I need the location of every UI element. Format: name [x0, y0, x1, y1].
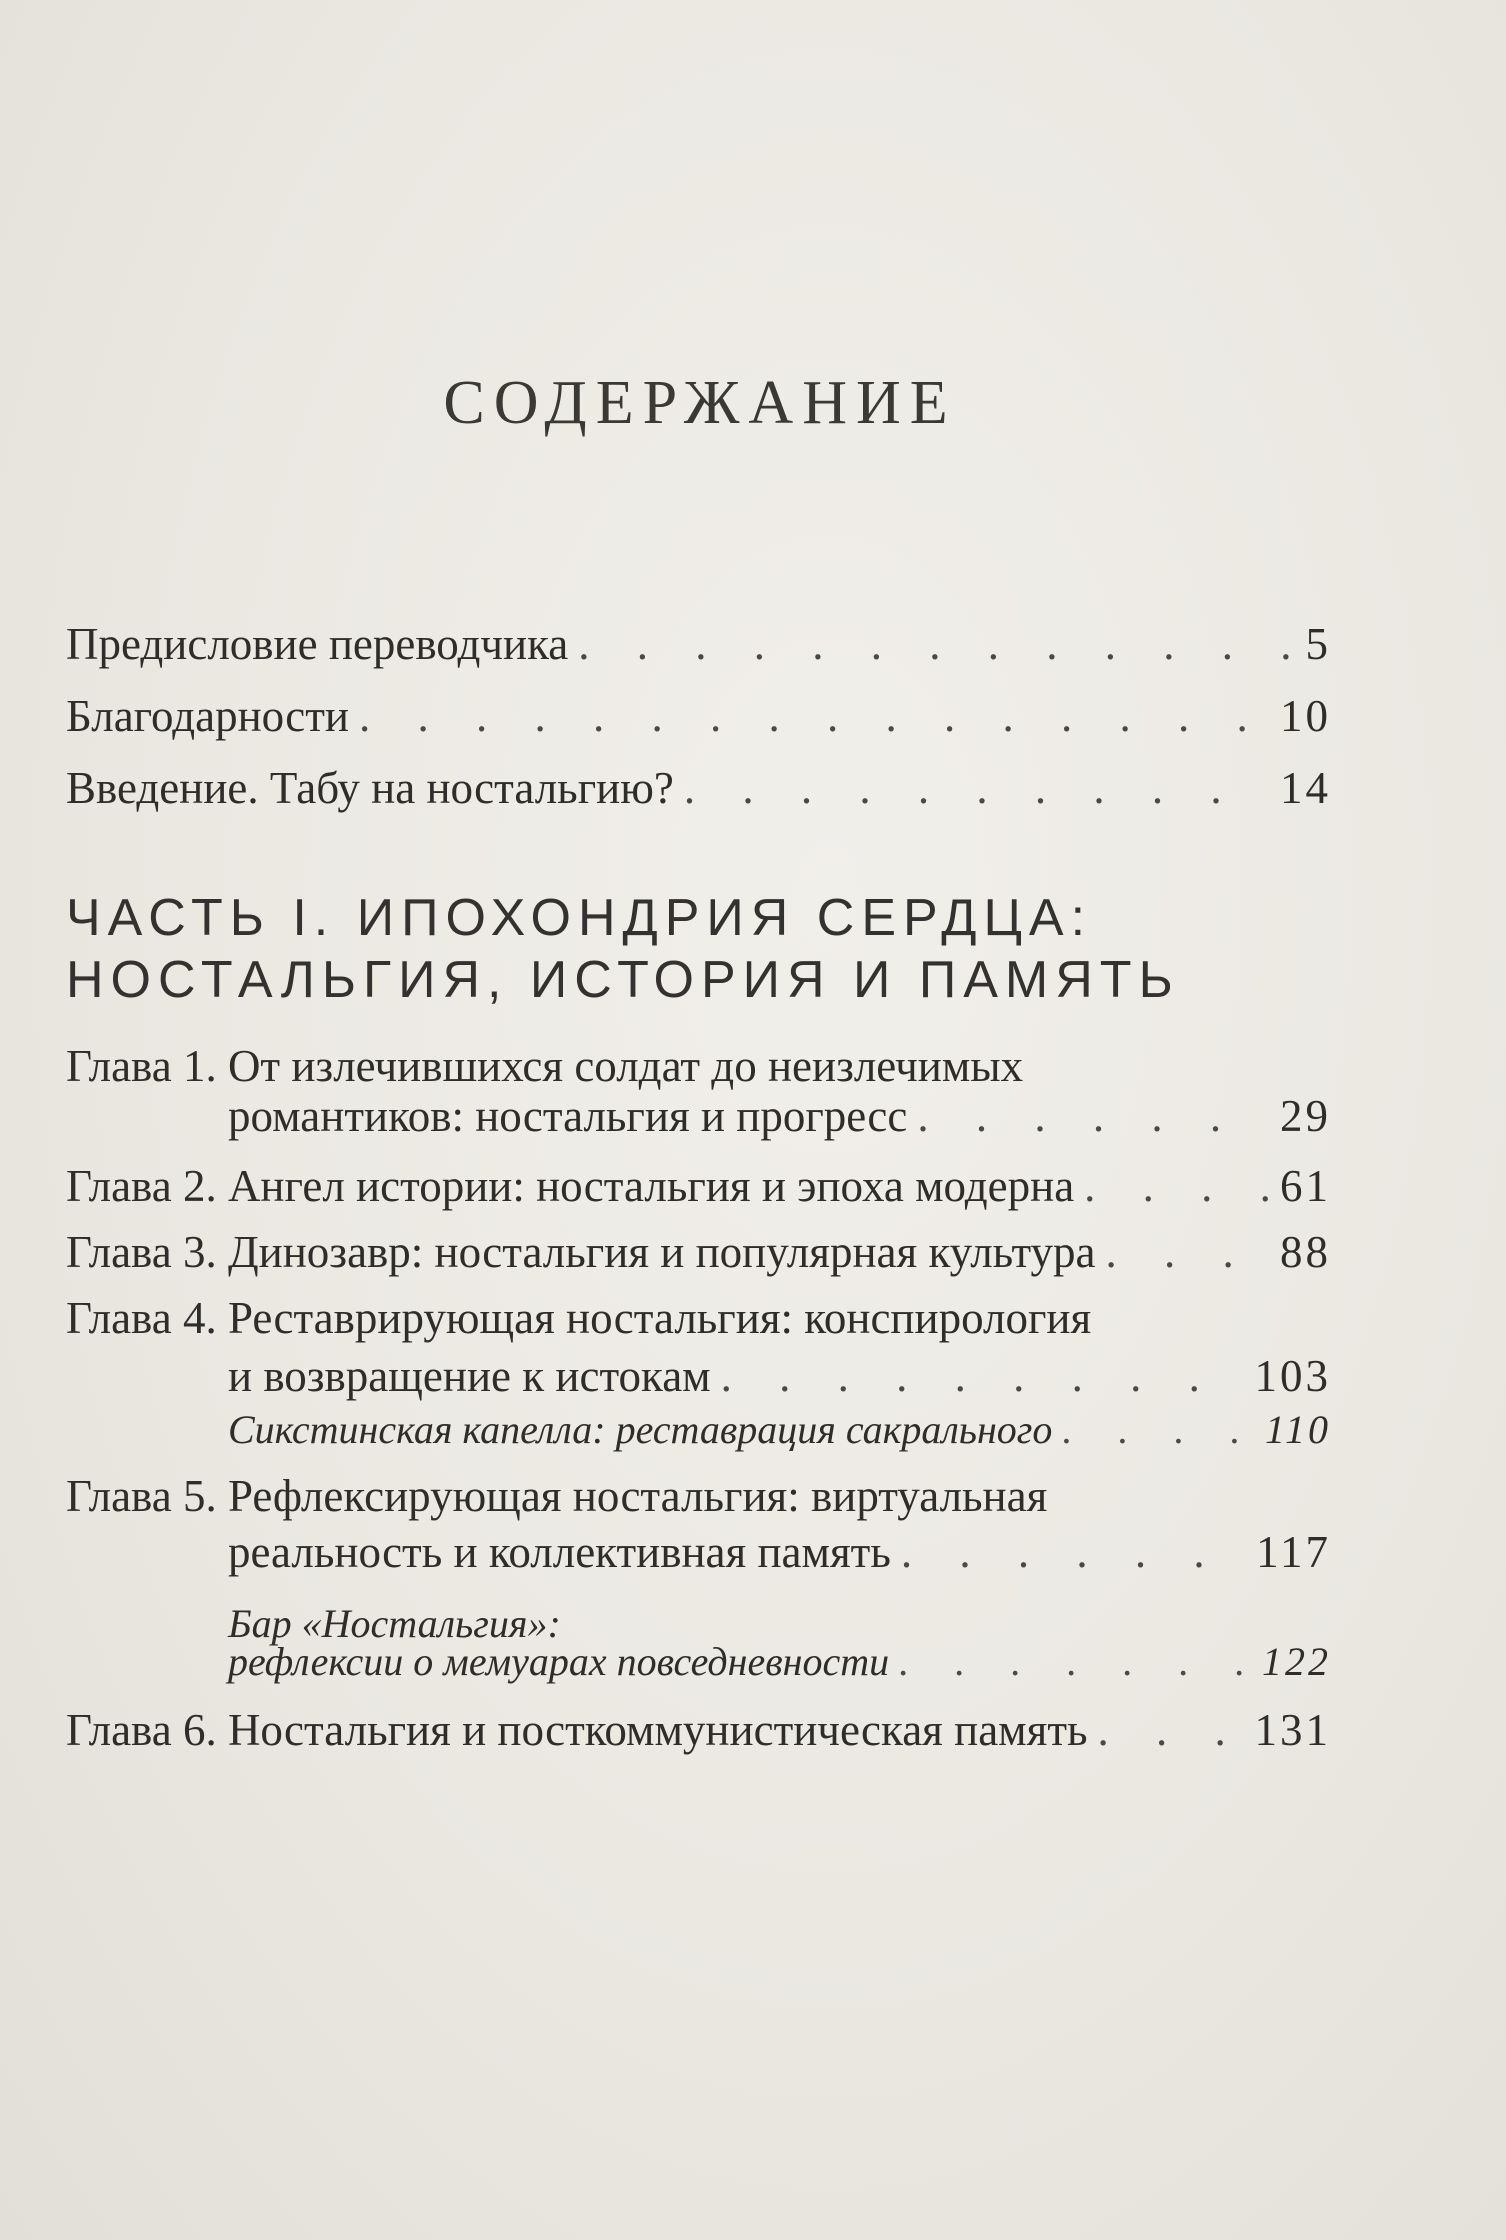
part-heading-line2: НОСТАЛЬГИЯ, ИСТОРИЯ И ПАМЯТЬ — [66, 951, 1180, 1009]
toc-section-sistine-chapel[interactable] — [228, 1406, 1331, 1453]
toc-entry-title: Предисловие переводчика — [66, 619, 569, 669]
toc-chapter-1[interactable] — [228, 1090, 1331, 1142]
dot-leader — [1106, 1226, 1270, 1278]
dot-leader — [721, 1350, 1245, 1402]
toc-entry-title: Благодарности — [66, 691, 350, 741]
toc-page-number: 103 — [1254, 1351, 1331, 1401]
dot-leader — [917, 1090, 1270, 1142]
toc-entry-title: реальность и коллективная память — [228, 1527, 891, 1577]
toc-chapter-2[interactable] — [66, 1160, 1331, 1212]
toc-chapter-1-line1[interactable]: Глава 1. От излечившихся солдат до неизлечимых — [66, 1041, 1024, 1091]
toc-page-number: 131 — [1254, 1705, 1331, 1755]
toc-section-bar-nostalgia[interactable] — [228, 1638, 1331, 1685]
toc-entry-title: Глава 3. Динозавр: ностальгия и популярная культура — [66, 1227, 1096, 1277]
toc-page-number: 10 — [1280, 691, 1331, 741]
toc-chapter-6[interactable] — [66, 1704, 1331, 1756]
dot-leader — [578, 618, 1295, 670]
toc-page-number: 117 — [1256, 1527, 1331, 1577]
toc-page-number: 29 — [1280, 1091, 1331, 1141]
toc-page-number: 122 — [1262, 1639, 1331, 1684]
toc-chapter-4-line1[interactable]: Глава 4. Реставрирующая ностальгия: конспирология — [66, 1293, 1092, 1343]
toc-entry-preface[interactable] — [66, 618, 1331, 670]
toc-entry-title: Введение. Табу на ностальгию? — [66, 763, 674, 813]
dot-leader — [901, 1526, 1246, 1578]
dot-leader — [684, 762, 1270, 814]
contents-heading: СОДЕРЖАНИЕ — [443, 369, 957, 437]
toc-entry-title: рефлексии о мемуарах повседневности — [228, 1639, 890, 1684]
toc-page-number: 61 — [1280, 1161, 1331, 1211]
dot-leader — [1084, 1160, 1270, 1212]
toc-chapter-5[interactable] — [228, 1526, 1331, 1578]
toc-entry-introduction[interactable] — [66, 762, 1331, 814]
dot-leader — [359, 690, 1270, 742]
toc-page-number: 14 — [1280, 763, 1331, 813]
dot-leader — [1062, 1406, 1255, 1453]
toc-chapter-5-line1[interactable]: Глава 5. Рефлексирующая ностальгия: виртуальная — [66, 1471, 1048, 1521]
toc-entry-title: Сикстинская капелла: реставрация сакрального — [228, 1407, 1053, 1452]
dot-leader — [899, 1638, 1252, 1685]
toc-page-number: 5 — [1305, 619, 1331, 669]
toc-section-bar-nostalgia-line1[interactable]: Бар «Ностальгия»: — [228, 1601, 561, 1646]
toc-entry-title: и возвращение к истокам — [228, 1351, 711, 1401]
part-heading-line1: ЧАСТЬ I. ИПОХОНДРИЯ СЕРДЦА: — [66, 889, 1093, 947]
toc-page-number: 88 — [1280, 1227, 1331, 1277]
toc-chapter-4[interactable] — [228, 1350, 1331, 1402]
toc-entry-acknowledgements[interactable] — [66, 690, 1331, 742]
toc-chapter-3[interactable] — [66, 1226, 1331, 1278]
dot-leader — [1098, 1704, 1245, 1756]
toc-entry-title: романтиков: ностальгия и прогресс — [228, 1091, 908, 1141]
toc-entry-title: Глава 2. Ангел истории: ностальгия и эпоха модерна — [66, 1161, 1075, 1211]
toc-entry-title: Глава 6. Ностальгия и посткоммунистическая память — [66, 1705, 1088, 1755]
toc-page-number: 110 — [1264, 1407, 1331, 1452]
